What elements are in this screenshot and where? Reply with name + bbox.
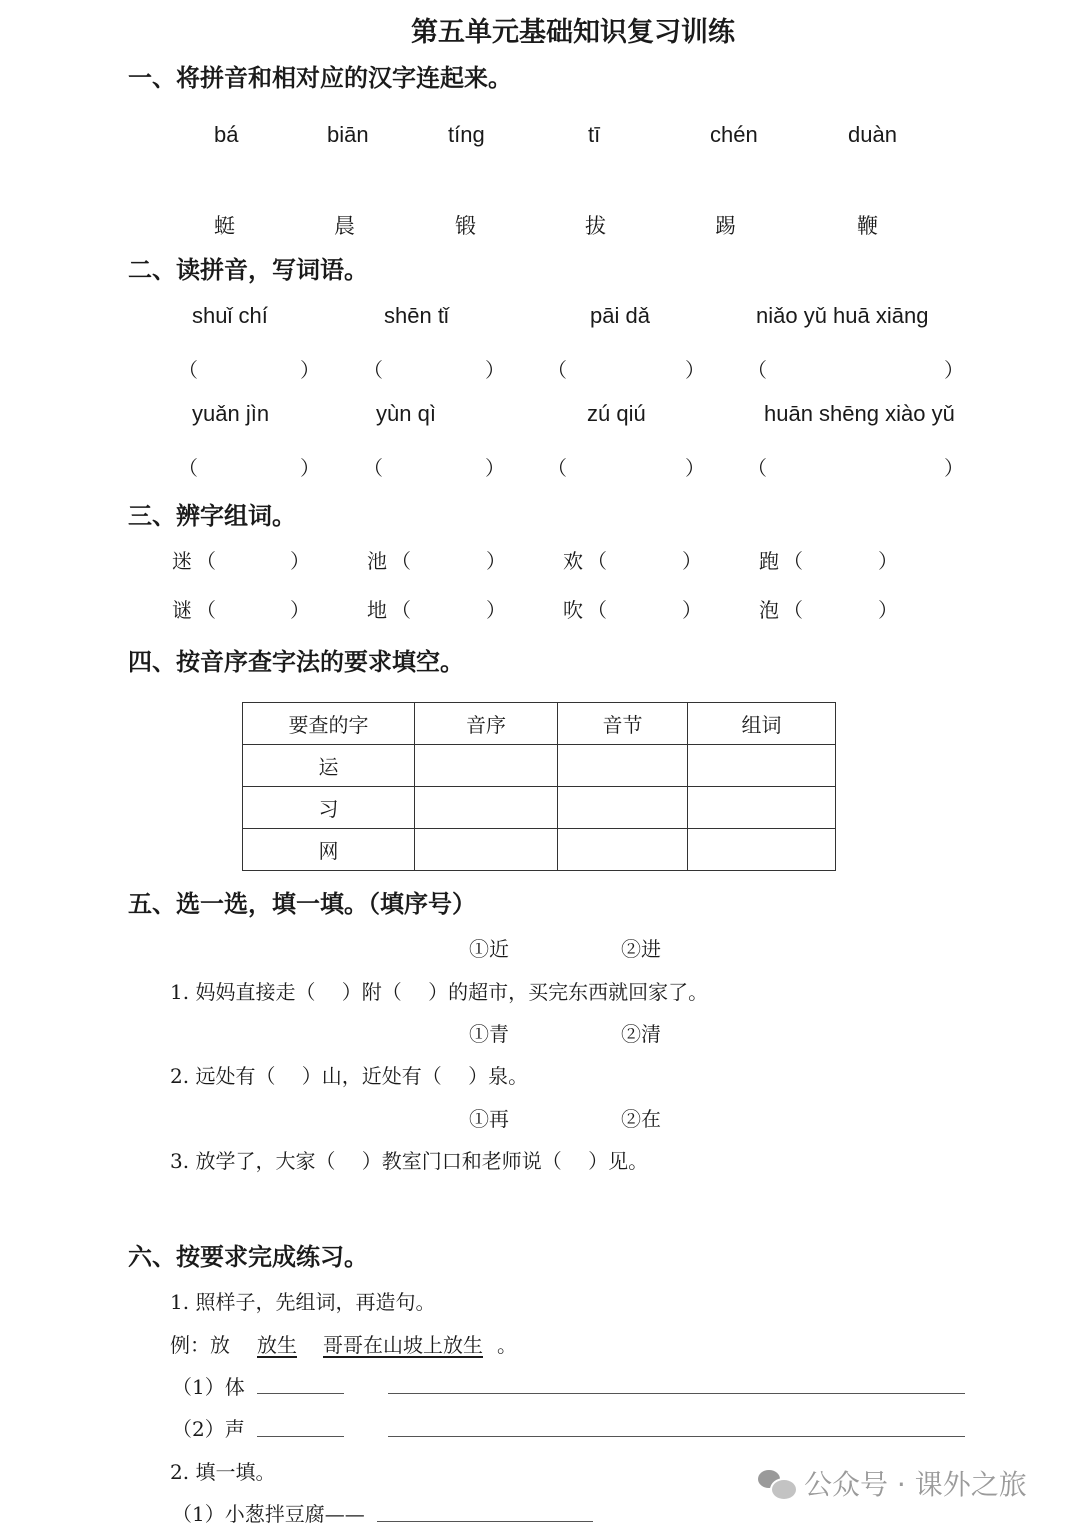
answer-paren-close: ） <box>944 358 964 382</box>
table-cell-blank[interactable] <box>688 787 836 829</box>
lookup-table <box>242 702 836 871</box>
table-cell-blank[interactable] <box>415 745 558 787</box>
question-text: 2. 远处有（ ）山，近处有（ ）泉。 <box>170 1064 529 1088</box>
example-word: 放生 <box>257 1333 297 1357</box>
watermark-text: 公众号 · 课外之旅 <box>804 1468 1027 1501</box>
pinyin-item: tíng <box>448 122 485 147</box>
answer-paren-open: （ <box>363 358 383 382</box>
pinyin-item: tī <box>588 122 601 147</box>
char-item: 池 <box>367 549 387 573</box>
pinyin-word: shuǐ chí <box>192 303 268 328</box>
answer-paren-close: ） <box>878 549 898 573</box>
char-item: 欢 <box>563 549 583 573</box>
answer-paren-close: ） <box>486 598 506 622</box>
pinyin-item: chén <box>710 122 758 147</box>
exercise-item: （2）声 <box>172 1417 245 1441</box>
answer-paren-open: （ <box>547 358 567 382</box>
hanzi-item: 锻 <box>455 214 476 238</box>
section-1-heading: 一、将拼音和相对应的汉字连起来。 <box>128 64 512 92</box>
sentence-blank[interactable] <box>388 1393 965 1394</box>
section-3-heading: 三、辨字组词。 <box>128 502 296 530</box>
table-cell-blank[interactable] <box>558 745 688 787</box>
option-2: ②进 <box>621 937 661 961</box>
answer-paren-close: ） <box>486 549 506 573</box>
char-item: 地 <box>367 598 387 622</box>
hanzi-item: 拔 <box>585 214 606 238</box>
answer-paren-open: （ <box>391 549 411 573</box>
pinyin-word: yuǎn jìn <box>192 401 270 426</box>
example-end: 。 <box>497 1333 517 1357</box>
question-text: 2. 填一填。 <box>170 1460 276 1484</box>
watermark <box>758 1463 1027 1503</box>
option-1: ①再 <box>469 1107 509 1131</box>
option-1: ①近 <box>469 937 509 961</box>
hanzi-item: 踢 <box>715 214 736 238</box>
wechat-icon <box>758 1468 794 1498</box>
char-item: 泡 <box>759 598 779 622</box>
answer-paren-close: ） <box>485 358 505 382</box>
char-item: 谜 <box>172 598 192 622</box>
answer-paren-open: （ <box>587 598 607 622</box>
section-6-heading: 六、按要求完成练习。 <box>128 1243 368 1271</box>
pinyin-item: duàn <box>848 122 897 147</box>
answer-paren-close: ） <box>290 549 310 573</box>
table-cell-char: 网 <box>243 829 415 871</box>
answer-paren-open: （ <box>178 358 198 382</box>
answer-paren-open: （ <box>391 598 411 622</box>
answer-paren-open: （ <box>783 549 803 573</box>
hanzi-item: 蜓 <box>214 214 235 238</box>
answer-paren-close: ） <box>944 456 964 480</box>
section-2-heading: 二、读拼音，写词语。 <box>128 256 368 284</box>
section-5-heading: 五、选一选，填一填。（填序号） <box>128 890 476 918</box>
answer-paren-close: ） <box>682 598 702 622</box>
answer-paren-open: （ <box>196 549 216 573</box>
char-item: 跑 <box>759 549 779 573</box>
answer-paren-close: ） <box>290 598 310 622</box>
option-2: ②在 <box>621 1107 661 1131</box>
answer-paren-open: （ <box>747 358 767 382</box>
table-cell-blank[interactable] <box>415 829 558 871</box>
pinyin-item: bá <box>214 122 239 147</box>
table-row <box>243 787 836 829</box>
answer-paren-open: （ <box>587 549 607 573</box>
hanzi-item: 鞭 <box>857 214 878 238</box>
example-prefix: 例：放 <box>170 1333 230 1357</box>
answer-blank[interactable] <box>377 1521 593 1522</box>
table-cell-char: 运 <box>243 745 415 787</box>
question-text: 1. 照样子，先组词，再造句。 <box>170 1290 436 1314</box>
pinyin-item: biān <box>327 122 369 147</box>
table-cell-blank[interactable] <box>415 787 558 829</box>
question-text: 3. 放学了，大家（ ）教室门口和老师说（ ）见。 <box>170 1149 649 1173</box>
answer-paren-open: （ <box>363 456 383 480</box>
answer-paren-open: （ <box>196 598 216 622</box>
table-header-cell: 组词 <box>688 703 836 745</box>
pinyin-word: yùn qì <box>376 401 436 426</box>
table-header-cell: 音序 <box>415 703 558 745</box>
table-cell-blank[interactable] <box>558 829 688 871</box>
pinyin-word: huān shēng xiào yǔ <box>764 401 955 426</box>
exercise-item: （1）小葱拌豆腐—— <box>172 1502 365 1526</box>
answer-paren-close: ） <box>485 456 505 480</box>
table-cell-blank[interactable] <box>688 745 836 787</box>
answer-paren-close: ） <box>685 456 705 480</box>
pinyin-word: zú qiú <box>587 401 646 426</box>
table-row <box>243 829 836 871</box>
char-item: 迷 <box>172 549 192 573</box>
answer-paren-open: （ <box>178 456 198 480</box>
answer-paren-close: ） <box>300 358 320 382</box>
table-row <box>243 745 836 787</box>
option-1: ①青 <box>469 1022 509 1046</box>
answer-paren-close: ） <box>300 456 320 480</box>
hanzi-item: 晨 <box>334 214 355 238</box>
option-2: ②清 <box>621 1022 661 1046</box>
word-blank[interactable] <box>257 1393 344 1394</box>
section-4-heading: 四、按音序查字法的要求填空。 <box>128 648 464 676</box>
question-text: 1. 妈妈直接走（ ）附（ ）的超市，买完东西就回家了。 <box>170 980 709 1004</box>
answer-paren-close: ） <box>682 549 702 573</box>
page-title: 第五单元基础知识复习训练 <box>411 17 735 48</box>
answer-paren-close: ） <box>878 598 898 622</box>
sentence-blank[interactable] <box>388 1436 965 1437</box>
exercise-item: （1）体 <box>172 1375 245 1399</box>
table-header-row <box>243 703 836 745</box>
table-header-cell: 要查的字 <box>243 703 415 745</box>
table-header-cell: 音节 <box>558 703 688 745</box>
table-cell-char: 习 <box>243 787 415 829</box>
table-cell-blank[interactable] <box>558 787 688 829</box>
example-sentence: 哥哥在山坡上放生 <box>323 1333 483 1357</box>
pinyin-word: niǎo yǔ huā xiāng <box>756 303 929 328</box>
pinyin-word: shēn tǐ <box>384 303 449 328</box>
answer-paren-open: （ <box>783 598 803 622</box>
answer-paren-open: （ <box>747 456 767 480</box>
char-item: 吹 <box>563 598 583 622</box>
pinyin-word: pāi dǎ <box>590 303 650 328</box>
answer-paren-open: （ <box>547 456 567 480</box>
word-blank[interactable] <box>257 1436 344 1437</box>
table-cell-blank[interactable] <box>688 829 836 871</box>
answer-paren-close: ） <box>685 358 705 382</box>
